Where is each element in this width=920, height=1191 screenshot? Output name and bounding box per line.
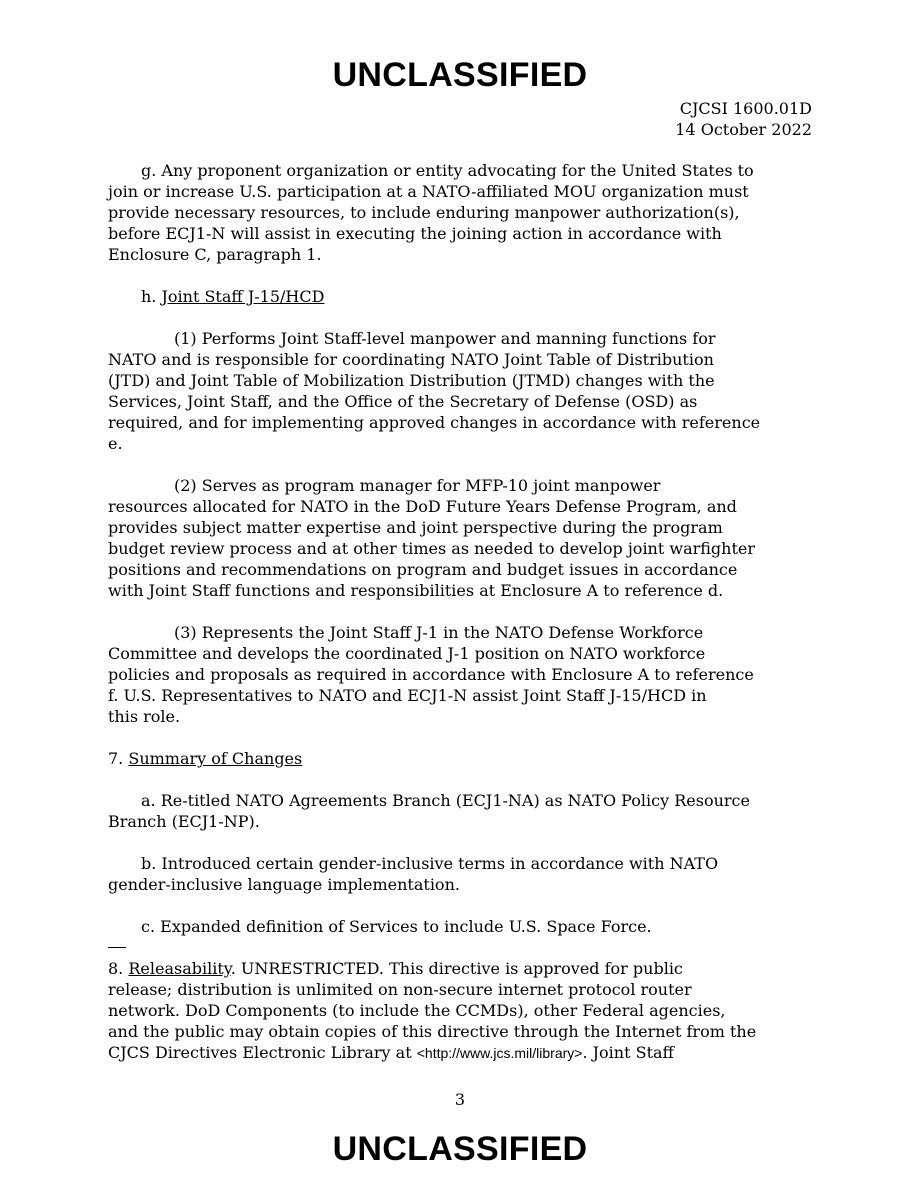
text-line: network. DoD Components (to include the CCMDs), other Federal agencies, — [108, 1001, 726, 1020]
text-line: NATO and is responsible for coordinating NATO Joint Table of Distribution — [108, 350, 714, 369]
section-heading: Releasability — [128, 959, 231, 978]
change-item-c — [108, 916, 812, 937]
text-line: (2) Serves as program manager for MFP-10 joint manpower — [174, 476, 661, 495]
text-line: resources allocated for NATO in the DoD Future Years Defense Program, and — [108, 497, 737, 516]
library-link[interactable]: <http://www.jcs.mil/library> — [416, 1045, 583, 1061]
section-number: 7. — [108, 749, 129, 768]
text-line — [108, 958, 812, 979]
section-heading: Summary of Changes — [128, 749, 303, 768]
text-line: provides subject matter expertise and joint perspective during the program — [108, 518, 723, 537]
paragraph-label: h. — [141, 287, 162, 306]
divider — [108, 947, 126, 948]
section-number: 8. — [108, 959, 129, 978]
text-line: gender-inclusive language implementation. — [108, 875, 460, 894]
text-line — [108, 286, 812, 307]
text-line: provide necessary resources, to include enduring manpower authorization(s), — [108, 203, 740, 222]
subparagraph-1 — [108, 328, 812, 454]
document-body — [108, 160, 812, 1085]
text-line: required, and for implementing approved changes in accordance with reference — [108, 413, 761, 432]
page-number: 3 — [454, 1090, 466, 1109]
doc-number: CJCSI 1600.01D — [679, 99, 812, 118]
text-line: Branch (ECJ1-NP). — [108, 812, 260, 831]
paragraph-h — [108, 286, 812, 307]
classification-header: UNCLASSIFIED — [332, 56, 588, 94]
text-line — [108, 1042, 812, 1064]
text-line: policies and proposals as required in accordance with Enclosure A to reference — [108, 665, 754, 684]
subparagraph-3 — [108, 622, 812, 727]
subparagraph-2 — [108, 475, 812, 601]
change-item-b — [108, 853, 812, 895]
change-item-a — [108, 790, 812, 832]
text-line: f. U.S. Representatives to NATO and ECJ1-N assist Joint Staff J-15/HCD in — [108, 686, 707, 705]
text-line: e. — [108, 434, 123, 453]
text-line: c. Expanded definition of Services to include U.S. Space Force. — [141, 917, 652, 936]
text-line: this role. — [108, 707, 181, 726]
section-8 — [108, 958, 812, 1064]
document-identifier — [675, 98, 812, 140]
paragraph-heading: Joint Staff J-15/HCD — [161, 287, 325, 306]
section-7 — [108, 748, 812, 769]
text-line: (1) Performs Joint Staff-level manpower and manning functions for — [174, 329, 716, 348]
text-line: Committee and develops the coordinated J-1 position on NATO workforce — [108, 644, 706, 663]
text-line: positions and recommendations on program and budget issues in accordance — [108, 560, 738, 579]
text-line: and the public may obtain copies of this directive through the Internet from the — [108, 1022, 757, 1041]
text-line: g. Any proponent organization or entity advocating for the United States to — [141, 161, 754, 180]
text-line: budget review process and at other times as needed to develop joint warfighter — [108, 539, 756, 558]
classification-footer: UNCLASSIFIED — [332, 1130, 588, 1168]
text-run: . UNRESTRICTED. This directive is approved for public — [230, 959, 683, 978]
doc-date: 14 October 2022 — [675, 120, 812, 139]
text-line: b. Introduced certain gender-inclusive terms in accordance with NATO — [141, 854, 719, 873]
text-line: with Joint Staff functions and responsibilities at Enclosure A to reference d. — [108, 581, 724, 600]
text-line: (3) Represents the Joint Staff J-1 in the NATO Defense Workforce — [174, 623, 704, 642]
text-line: (JTD) and Joint Table of Mobilization Distribution (JTMD) changes with the — [108, 371, 715, 390]
text-line: release; distribution is unlimited on non-secure internet protocol router — [108, 980, 692, 999]
text-line: before ECJ1-N will assist in executing the joining action in accordance with — [108, 224, 722, 243]
text-run: . Joint Staff — [582, 1043, 674, 1062]
text-run: CJCS Directives Electronic Library at — [108, 1043, 417, 1062]
text-line: Services, Joint Staff, and the Office of the Secretary of Defense (OSD) as — [108, 392, 698, 411]
text-line — [108, 748, 812, 769]
text-line: join or increase U.S. participation at a NATO-affiliated MOU organization must — [108, 182, 749, 201]
paragraph-g — [108, 160, 812, 265]
text-line: Enclosure C, paragraph 1. — [108, 245, 322, 264]
text-line: a. Re-titled NATO Agreements Branch (ECJ1-NA) as NATO Policy Resource — [141, 791, 750, 810]
